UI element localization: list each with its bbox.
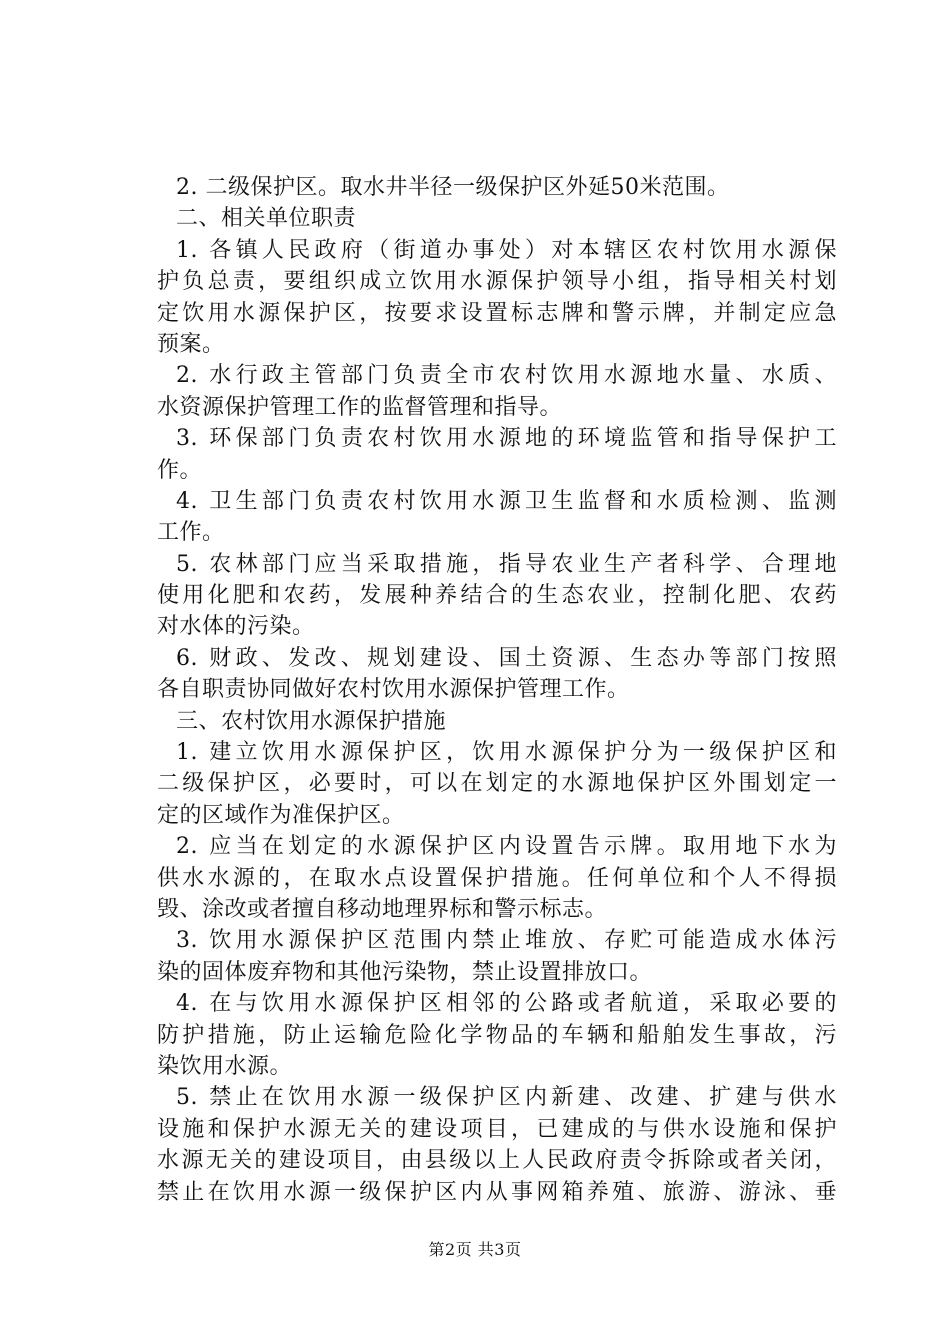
text-line: 工作。 [157, 520, 225, 546]
text-line: 2. 二级保护区。取水井半径一级保护区外延50米范围。 [176, 175, 730, 200]
text-line: 使用化肥和农药，发展种养结合的生态农业，控制化肥、农药 [157, 583, 837, 609]
text-line: 2. 水行政主管部门负责全市农村饮用水源地水量、水质、 [176, 363, 837, 389]
text-line: 对水体的污染。 [157, 614, 315, 640]
text-line: 4. 卫生部门负责农村饮用水源卫生监督和水质检测、监测 [176, 488, 837, 514]
text-line: 定的区域作为准保护区。 [157, 802, 405, 828]
text-line: 水资源保护管理工作的监督管理和指导。 [157, 394, 563, 420]
text-line: 设施和保护水源无关的建设项目，已建成的与供水设施和保护 [157, 1116, 837, 1142]
text-line: 2. 应当在划定的水源保护区内设置告示牌。取用地下水为 [176, 834, 837, 860]
text-line: 二、相关单位职责 [176, 206, 357, 232]
text-line: 3. 环保部门负责农村饮用水源地的环境监管和指导保护工 [176, 426, 837, 452]
text-line: 定饮用水源保护区，按要求设置标志牌和警示牌，并制定应急 [157, 300, 837, 326]
text-line: 1. 各镇人民政府（街道办事处）对本辖区农村饮用水源保 [176, 237, 837, 263]
text-line: 1. 建立饮用水源保护区，饮用水源保护分为一级保护区和 [176, 740, 837, 766]
text-line: 三、农村饮用水源保护措施 [176, 708, 447, 734]
text-line: 毁、涂改或者擅自移动地理界标和警示标志。 [157, 896, 608, 922]
text-line: 3. 饮用水源保护区范围内禁止堆放、存贮可能造成水体污 [176, 928, 837, 954]
text-line: 作。 [157, 457, 203, 483]
text-line: 禁止在饮用水源一级保护区内从事网箱养殖、旅游、游泳、垂 [157, 1179, 837, 1205]
text-line: 防护措施，防止运输危险化学物品的车辆和船舶发生事故，污 [157, 1022, 837, 1048]
page-footer: 第2页 共3页 [428, 1240, 522, 1259]
text-line: 5. 禁止在饮用水源一级保护区内新建、改建、扩建与供水 [176, 1085, 837, 1111]
text-line: 6. 财政、发改、规划建设、国土资源、生态办等部门按照 [176, 645, 837, 671]
text-line: 二级保护区，必要时，可以在划定的水源地保护区外围划定一 [157, 771, 837, 797]
text-line: 染饮用水源。 [157, 1053, 293, 1079]
text-line: 水源无关的建设项目，由县级以上人民政府责令拆除或者关闭， [157, 1148, 837, 1174]
text-line: 护负总责，要组织成立饮用水源保护领导小组，指导相关村划 [157, 269, 837, 295]
text-line: 染的固体废弃物和其他污染物，禁止设置排放口。 [157, 959, 653, 985]
text-line: 各自职责协同做好农村饮用水源保护管理工作。 [157, 677, 630, 703]
text-line: 5. 农林部门应当采取措施，指导农业生产者科学、合理地 [176, 551, 837, 577]
text-line: 供水水源的，在取水点设置保护措施。任何单位和个人不得损 [157, 865, 837, 891]
text-line: 4. 在与饮用水源保护区相邻的公路或者航道，采取必要的 [176, 991, 837, 1017]
document-body [157, 172, 837, 1208]
text-line: 预案。 [157, 331, 225, 357]
